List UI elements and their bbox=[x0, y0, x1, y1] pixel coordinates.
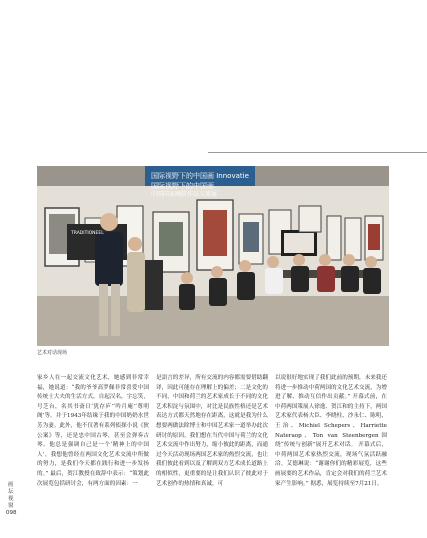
section-label: 画坛视窗 bbox=[8, 482, 14, 509]
text-column-2 bbox=[156, 374, 268, 524]
column-3-text: 以说很好地实现了我们此前的预期，未来我还将进一步推动中荷两国的文化艺术交流，为增进了解、推动互信作出贡献。” 开幕式前，在中荷两国策展人徐逸、贺江和的主持下，两国艺术家代表杨大臣、李晓柱、沙永仁、陈明、王治、Michiel Schepers、Harriette Nateraop、Ton van Steenbergen围绕“传统与创新”展开艺术对话。 开幕式后，中荷两国艺术家热烈交流，现场气氛活跃融洽。艾德琳说：“谢谢你们的精彩展览，这些画展要的艺术作品，肯定会对我们的荷兰艺术家产生影响。” 据悉，展览持续至7月21日。 bbox=[275, 375, 387, 487]
top-rule bbox=[208, 152, 427, 153]
text-column-1 bbox=[37, 374, 149, 524]
banner-line-2: 国际视野下的中国画 bbox=[151, 182, 214, 190]
text-column-3 bbox=[275, 374, 387, 524]
banner-line-1: 国际视野下的中国画 Innovatie bbox=[151, 172, 249, 180]
event-photo bbox=[37, 166, 389, 346]
photo-caption: 艺术对话现场 bbox=[37, 350, 68, 356]
panel-text: TRADITIONEEL bbox=[71, 231, 104, 236]
column-2-text: 是語言的差异，所有交流的内容都需要借助翻译，因此可能存在理解上的偏差；二是文化的不同，中国和荷兰的艺术家成长于不同的文化艺术积淀与氛围中，对比是民族性格还是艺术表达方式都天然地存在距离，这就是我为什么想要两做法除博士和中国艺术家一道举办此次研讨的原因。我们想在当代中国与荷兰的文化艺术交流中作出努力，缩小彼此的距离，而通过今天活动现场两国艺术家的热烈交流，也让我们彼此看到以及了解到双方艺术成长道路上的相似性，更重要的是让我们认识了彼此对于艺术创作的热情和真诚，可 bbox=[156, 375, 268, 487]
column-1-text: 家乡人在一起交流文化艺术，她感到非常幸福，她说道：“我的爷爷高罗佩非常喜爱中国传统士大夫的生活方式，自起汉名，字忘笑，号芝台，名其书斋日‘犹存庐’‘吟月庵’‘尊明阁’等。并于1943年结缘于我的中国奶奶水世芳为妻。此外，他不仅著有系列侦探小说《狄公案》等，还是忠中国古琴，甚至会弹奏古琴。他总是强调自己是一个‘精神上的中国人’。我想他曾经在两国文化艺术交流中所做的努力，是我们今天都在践行和进一步发扬的。” 最后，贺江教授在致辞中表示：“策划此次展览包括研讨会，有两方面的因素：一 bbox=[37, 375, 149, 487]
page-number: 098 bbox=[6, 510, 17, 516]
banner-line-3: 中国国家画院作品交流展 bbox=[151, 191, 218, 198]
